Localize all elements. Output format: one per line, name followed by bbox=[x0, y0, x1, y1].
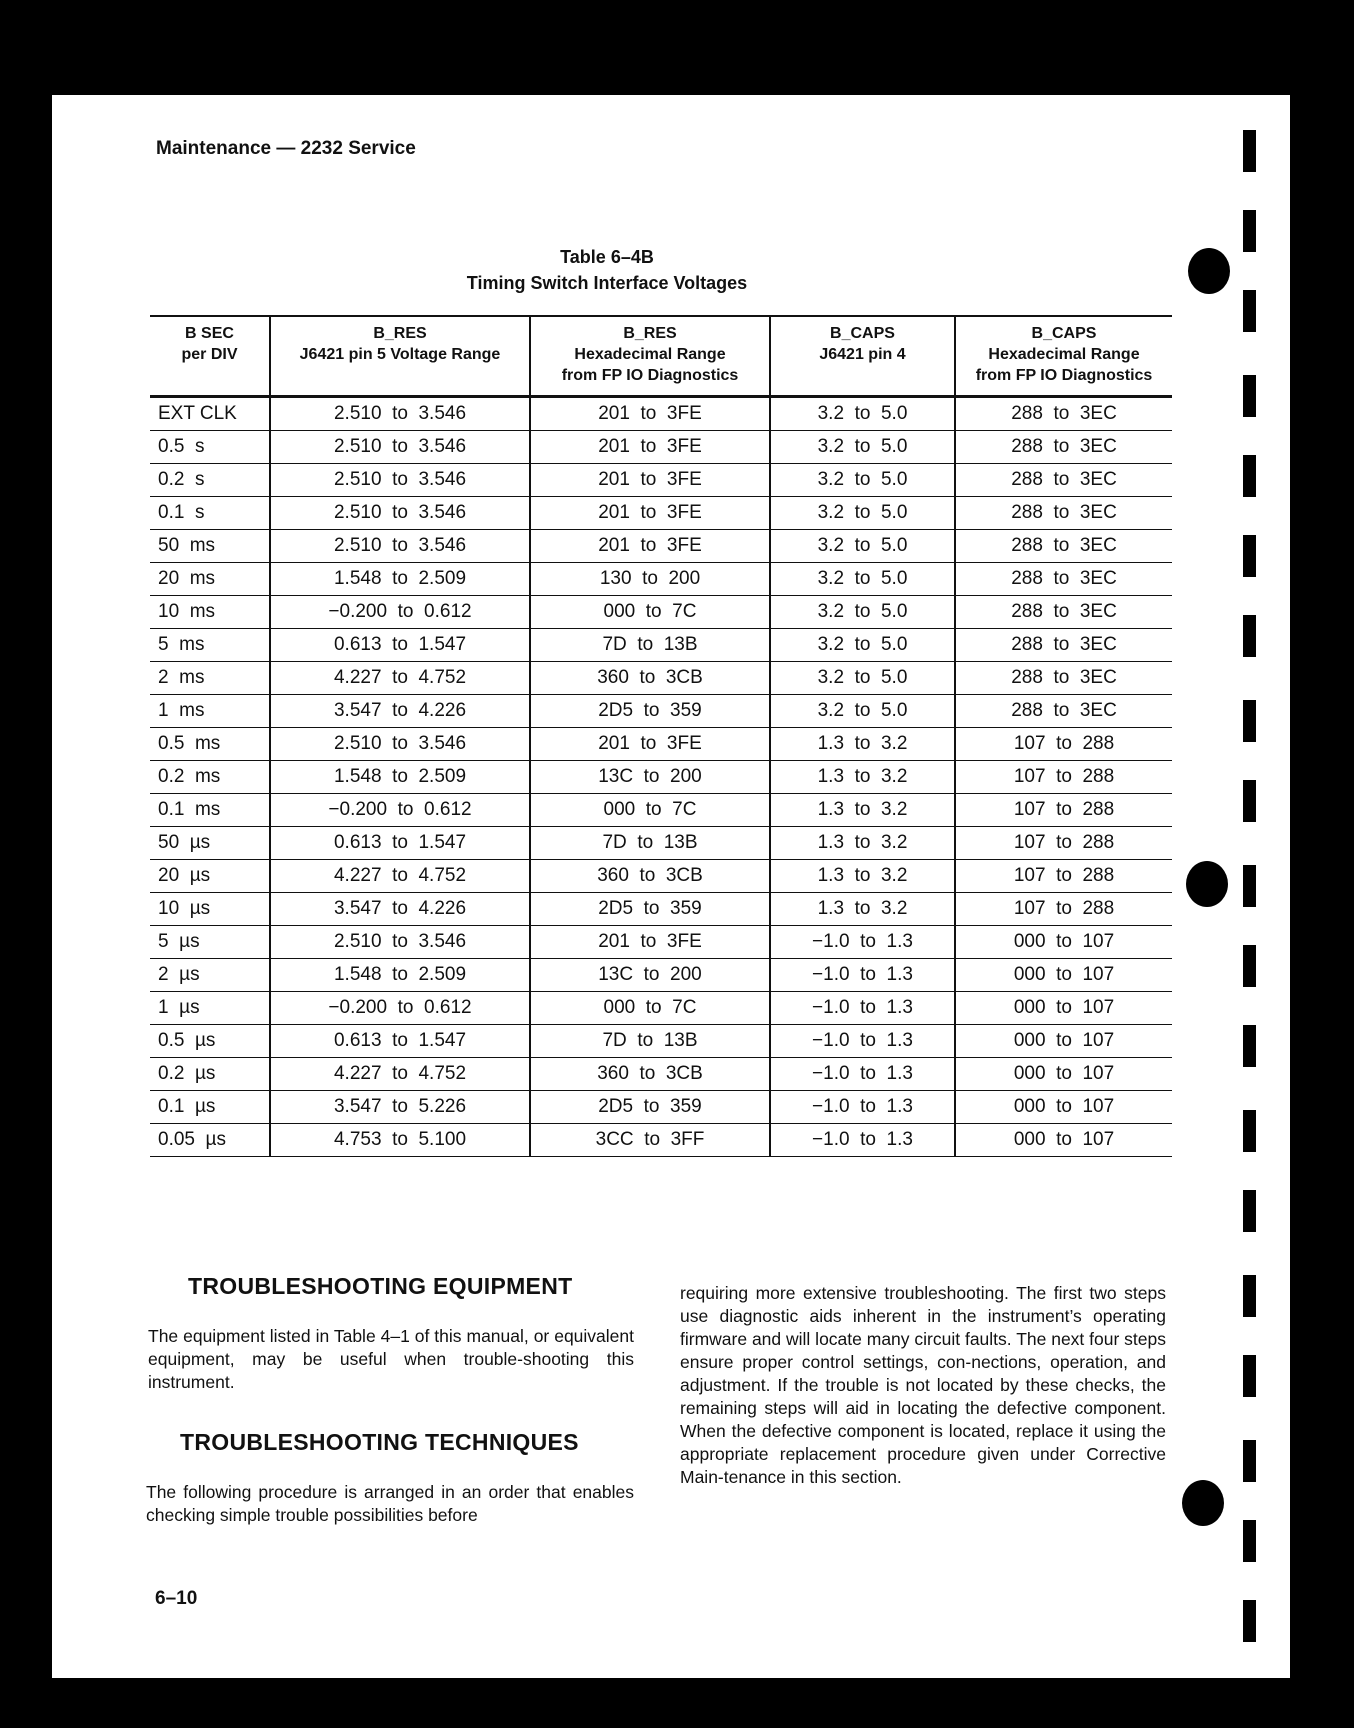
table-cell: 13C to 200 bbox=[530, 959, 770, 992]
table-header-row bbox=[150, 316, 1172, 397]
table-cell: 2.510 to 3.546 bbox=[270, 728, 530, 761]
table-cell: 0.5 s bbox=[150, 431, 270, 464]
table-cell: 1.3 to 3.2 bbox=[770, 860, 955, 893]
manual-page bbox=[52, 95, 1290, 1678]
edge-mark bbox=[1243, 1520, 1256, 1562]
table-cell: 288 to 3EC bbox=[955, 431, 1172, 464]
table-cell: 7D to 13B bbox=[530, 1025, 770, 1058]
table-cell: 3.2 to 5.0 bbox=[770, 397, 955, 431]
edge-mark bbox=[1243, 700, 1256, 742]
table-cell: 2 µs bbox=[150, 959, 270, 992]
table-cell: −1.0 to 1.3 bbox=[770, 926, 955, 959]
table-body bbox=[150, 397, 1172, 1157]
equipment-paragraph: The equipment listed in Table 4–1 of this manual, or equivalent equipment, may be useful when trouble-shooting this instrument. bbox=[148, 1326, 634, 1392]
table-cell: 1.3 to 3.2 bbox=[770, 761, 955, 794]
table-cell: −1.0 to 1.3 bbox=[770, 959, 955, 992]
table-cell: 1.548 to 2.509 bbox=[270, 959, 530, 992]
table-cell: 1.3 to 3.2 bbox=[770, 827, 955, 860]
table-cell: −0.200 to 0.612 bbox=[270, 992, 530, 1025]
table-cell: 4.227 to 4.752 bbox=[270, 1058, 530, 1091]
table-row bbox=[150, 397, 1172, 431]
edge-mark bbox=[1243, 1355, 1256, 1397]
table-row bbox=[150, 695, 1172, 728]
edge-mark bbox=[1243, 1190, 1256, 1232]
table-cell: 130 to 200 bbox=[530, 563, 770, 596]
table-cell: 288 to 3EC bbox=[955, 662, 1172, 695]
table-row bbox=[150, 926, 1172, 959]
table-cell: 3.2 to 5.0 bbox=[770, 695, 955, 728]
edge-mark bbox=[1243, 780, 1256, 822]
running-header: Maintenance — 2232 Service bbox=[156, 138, 416, 159]
table-cell: 3.2 to 5.0 bbox=[770, 497, 955, 530]
table-cell: 000 to 107 bbox=[955, 1124, 1172, 1157]
punch-hole-top bbox=[1188, 248, 1230, 294]
table-row bbox=[150, 992, 1172, 1025]
edge-mark bbox=[1243, 130, 1256, 172]
table-row bbox=[150, 860, 1172, 893]
table-cell: 201 to 3FE bbox=[530, 431, 770, 464]
table-cell: 288 to 3EC bbox=[955, 596, 1172, 629]
edge-mark bbox=[1243, 1110, 1256, 1152]
edge-mark bbox=[1243, 290, 1256, 332]
table-cell: 0.613 to 1.547 bbox=[270, 629, 530, 662]
table-cell: 3.2 to 5.0 bbox=[770, 563, 955, 596]
table-cell: 288 to 3EC bbox=[955, 530, 1172, 563]
table-cell: 0.05 µs bbox=[150, 1124, 270, 1157]
punch-hole-middle bbox=[1186, 861, 1228, 907]
table-cell: −1.0 to 1.3 bbox=[770, 1091, 955, 1124]
table-row bbox=[150, 1025, 1172, 1058]
table-row bbox=[150, 497, 1172, 530]
table-cell: 1 µs bbox=[150, 992, 270, 1025]
table-cell: 201 to 3FE bbox=[530, 728, 770, 761]
table-row bbox=[150, 530, 1172, 563]
table-cell: 2D5 to 359 bbox=[530, 1091, 770, 1124]
edge-mark bbox=[1243, 945, 1256, 987]
punch-hole-bottom bbox=[1182, 1480, 1224, 1526]
table-cell: −1.0 to 1.3 bbox=[770, 1124, 955, 1157]
table-cell: 0.613 to 1.547 bbox=[270, 1025, 530, 1058]
table-cell: 288 to 3EC bbox=[955, 464, 1172, 497]
column-header-line: J6421 pin 5 Voltage Range bbox=[299, 346, 501, 363]
table-cell: 4.227 to 4.752 bbox=[270, 662, 530, 695]
table-cell: 3CC to 3FF bbox=[530, 1124, 770, 1157]
table-cell: 5 ms bbox=[150, 629, 270, 662]
table-cell: 2.510 to 3.546 bbox=[270, 497, 530, 530]
table-cell: 201 to 3FE bbox=[530, 926, 770, 959]
table-cell: 2.510 to 3.546 bbox=[270, 397, 530, 431]
table-cell: 0.1 s bbox=[150, 497, 270, 530]
table-cell: 201 to 3FE bbox=[530, 497, 770, 530]
table-cell: 288 to 3EC bbox=[955, 497, 1172, 530]
table-cell: 7D to 13B bbox=[530, 629, 770, 662]
table-cell: 000 to 7C bbox=[530, 992, 770, 1025]
table-cell: 3.547 to 4.226 bbox=[270, 695, 530, 728]
column-header-b-sec bbox=[150, 316, 270, 397]
table-cell: 3.2 to 5.0 bbox=[770, 629, 955, 662]
right-column-paragraph: requiring more extensive troubleshooting. The first two steps use diagnostic aids inherent in the instrument’s operating firmware and will locate many circuit faults. The next four steps ensure proper control settings, con-nections, operation, and adjustment. If the trouble is not located by these checks, the remaining steps will aid in locating the defective component. When the defective component is located, replace it using the appropriate replacement procedure given under Corrective Main-tenance in this section. bbox=[680, 1283, 1166, 1487]
table-cell: −1.0 to 1.3 bbox=[770, 1058, 955, 1091]
table-cell: 0.5 ms bbox=[150, 728, 270, 761]
table-caption-title: Timing Switch Interface Voltages bbox=[466, 273, 748, 293]
table-row bbox=[150, 629, 1172, 662]
column-header-line: B SEC bbox=[185, 325, 234, 342]
table-cell: 20 ms bbox=[150, 563, 270, 596]
table-cell: 000 to 7C bbox=[530, 596, 770, 629]
table-row bbox=[150, 596, 1172, 629]
table-cell: 2D5 to 359 bbox=[530, 893, 770, 926]
table-cell: 13C to 200 bbox=[530, 761, 770, 794]
column-header-line: B_CAPS bbox=[1031, 325, 1097, 342]
table-cell: EXT CLK bbox=[150, 397, 270, 431]
column-header-line: from FP IO Diagnostics bbox=[561, 367, 739, 384]
table-row bbox=[150, 1124, 1172, 1157]
table-cell: 50 µs bbox=[150, 827, 270, 860]
table-cell: −1.0 to 1.3 bbox=[770, 1025, 955, 1058]
table-cell: 107 to 288 bbox=[955, 893, 1172, 926]
column-header-line: B_RES bbox=[623, 325, 677, 342]
table-row bbox=[150, 827, 1172, 860]
edge-mark bbox=[1243, 455, 1256, 497]
edge-mark bbox=[1243, 210, 1256, 252]
table-row bbox=[150, 761, 1172, 794]
table-row bbox=[150, 563, 1172, 596]
table-cell: 50 ms bbox=[150, 530, 270, 563]
table-cell: 4.753 to 5.100 bbox=[270, 1124, 530, 1157]
edge-mark bbox=[1243, 1440, 1256, 1482]
table-cell: 0.2 s bbox=[150, 464, 270, 497]
table-cell: 10 ms bbox=[150, 596, 270, 629]
table-row bbox=[150, 959, 1172, 992]
table-cell: 107 to 288 bbox=[955, 794, 1172, 827]
table-cell: 1.3 to 3.2 bbox=[770, 794, 955, 827]
table-cell: 360 to 3CB bbox=[530, 860, 770, 893]
table-cell: 1.3 to 3.2 bbox=[770, 728, 955, 761]
table-cell: 3.2 to 5.0 bbox=[770, 530, 955, 563]
timing-switch-table bbox=[150, 315, 1172, 1157]
table-cell: 000 to 107 bbox=[955, 1058, 1172, 1091]
edge-mark bbox=[1243, 865, 1256, 907]
edge-mark bbox=[1243, 535, 1256, 577]
table-cell: 2.510 to 3.546 bbox=[270, 431, 530, 464]
table-cell: 288 to 3EC bbox=[955, 397, 1172, 431]
edge-mark bbox=[1243, 615, 1256, 657]
table-cell: 10 µs bbox=[150, 893, 270, 926]
column-header-b-res-voltage bbox=[270, 316, 530, 397]
edge-mark bbox=[1243, 1600, 1256, 1642]
column-header-line: J6421 pin 4 bbox=[819, 346, 906, 363]
table-cell: 000 to 107 bbox=[955, 992, 1172, 1025]
column-header-line: B_CAPS bbox=[830, 325, 895, 342]
table-row bbox=[150, 1058, 1172, 1091]
table-cell: 0.1 ms bbox=[150, 794, 270, 827]
table-row bbox=[150, 728, 1172, 761]
table-cell: −0.200 to 0.612 bbox=[270, 794, 530, 827]
table-cell: 000 to 107 bbox=[955, 959, 1172, 992]
table-cell: 1.548 to 2.509 bbox=[270, 761, 530, 794]
techniques-paragraph: The following procedure is arranged in an order that enables checking simple trouble possibilities before bbox=[146, 1482, 634, 1525]
table-cell: 3.547 to 5.226 bbox=[270, 1091, 530, 1124]
edge-mark bbox=[1243, 1275, 1256, 1317]
table-cell: 3.547 to 4.226 bbox=[270, 893, 530, 926]
table-cell: 107 to 288 bbox=[955, 860, 1172, 893]
edge-mark bbox=[1243, 375, 1256, 417]
table-cell: 288 to 3EC bbox=[955, 563, 1172, 596]
table-cell: 000 to 107 bbox=[955, 926, 1172, 959]
column-header-line: Hexadecimal Range bbox=[988, 346, 1140, 363]
table-cell: 3.2 to 5.0 bbox=[770, 662, 955, 695]
table-cell: 0.613 to 1.547 bbox=[270, 827, 530, 860]
edge-mark bbox=[1243, 1025, 1256, 1067]
troubleshooting-equipment-heading: TROUBLESHOOTING EQUIPMENT bbox=[188, 1273, 573, 1299]
table-cell: 3.2 to 5.0 bbox=[770, 596, 955, 629]
table-cell: 3.2 to 5.0 bbox=[770, 464, 955, 497]
table-cell: 1.3 to 3.2 bbox=[770, 893, 955, 926]
table-cell: 2.510 to 3.546 bbox=[270, 530, 530, 563]
table-caption-number: Table 6–4B bbox=[560, 247, 654, 267]
table-cell: 7D to 13B bbox=[530, 827, 770, 860]
table-cell: 2 ms bbox=[150, 662, 270, 695]
table-row bbox=[150, 464, 1172, 497]
table-cell: 000 to 107 bbox=[955, 1091, 1172, 1124]
table-cell: 20 µs bbox=[150, 860, 270, 893]
table-row bbox=[150, 1091, 1172, 1124]
table-row bbox=[150, 794, 1172, 827]
table-cell: 0.5 µs bbox=[150, 1025, 270, 1058]
table-cell: 5 µs bbox=[150, 926, 270, 959]
column-header-line: from FP IO Diagnostics bbox=[975, 367, 1153, 384]
table-cell: 000 to 107 bbox=[955, 1025, 1172, 1058]
column-header-b-caps-hex bbox=[955, 316, 1172, 397]
column-header-b-caps-voltage bbox=[770, 316, 955, 397]
table-cell: 1 ms bbox=[150, 695, 270, 728]
column-header-line: per DIV bbox=[181, 346, 238, 363]
table-cell: 2.510 to 3.546 bbox=[270, 464, 530, 497]
column-header-b-res-hex bbox=[530, 316, 770, 397]
troubleshooting-techniques-heading: TROUBLESHOOTING TECHNIQUES bbox=[180, 1429, 579, 1455]
page-number: 6–10 bbox=[155, 1588, 198, 1609]
table-cell: 288 to 3EC bbox=[955, 695, 1172, 728]
table-cell: 201 to 3FE bbox=[530, 530, 770, 563]
table-cell: 360 to 3CB bbox=[530, 662, 770, 695]
table-cell: 107 to 288 bbox=[955, 827, 1172, 860]
table-cell: 0.1 µs bbox=[150, 1091, 270, 1124]
table-cell: 2.510 to 3.546 bbox=[270, 926, 530, 959]
table-cell: 107 to 288 bbox=[955, 761, 1172, 794]
table-cell: −1.0 to 1.3 bbox=[770, 992, 955, 1025]
table-row bbox=[150, 893, 1172, 926]
table-row bbox=[150, 662, 1172, 695]
table-cell: 3.2 to 5.0 bbox=[770, 431, 955, 464]
table-cell: 4.227 to 4.752 bbox=[270, 860, 530, 893]
table-cell: 2D5 to 359 bbox=[530, 695, 770, 728]
table-cell: 360 to 3CB bbox=[530, 1058, 770, 1091]
table-cell: 288 to 3EC bbox=[955, 629, 1172, 662]
column-header-line: Hexadecimal Range bbox=[574, 346, 726, 363]
table-cell: 201 to 3FE bbox=[530, 397, 770, 431]
column-header-line: B_RES bbox=[373, 325, 427, 342]
table-cell: 0.2 ms bbox=[150, 761, 270, 794]
table-cell: 107 to 288 bbox=[955, 728, 1172, 761]
table-cell: 1.548 to 2.509 bbox=[270, 563, 530, 596]
table-cell: 000 to 7C bbox=[530, 794, 770, 827]
table-cell: −0.200 to 0.612 bbox=[270, 596, 530, 629]
table-cell: 0.2 µs bbox=[150, 1058, 270, 1091]
table-cell: 201 to 3FE bbox=[530, 464, 770, 497]
table-row bbox=[150, 431, 1172, 464]
